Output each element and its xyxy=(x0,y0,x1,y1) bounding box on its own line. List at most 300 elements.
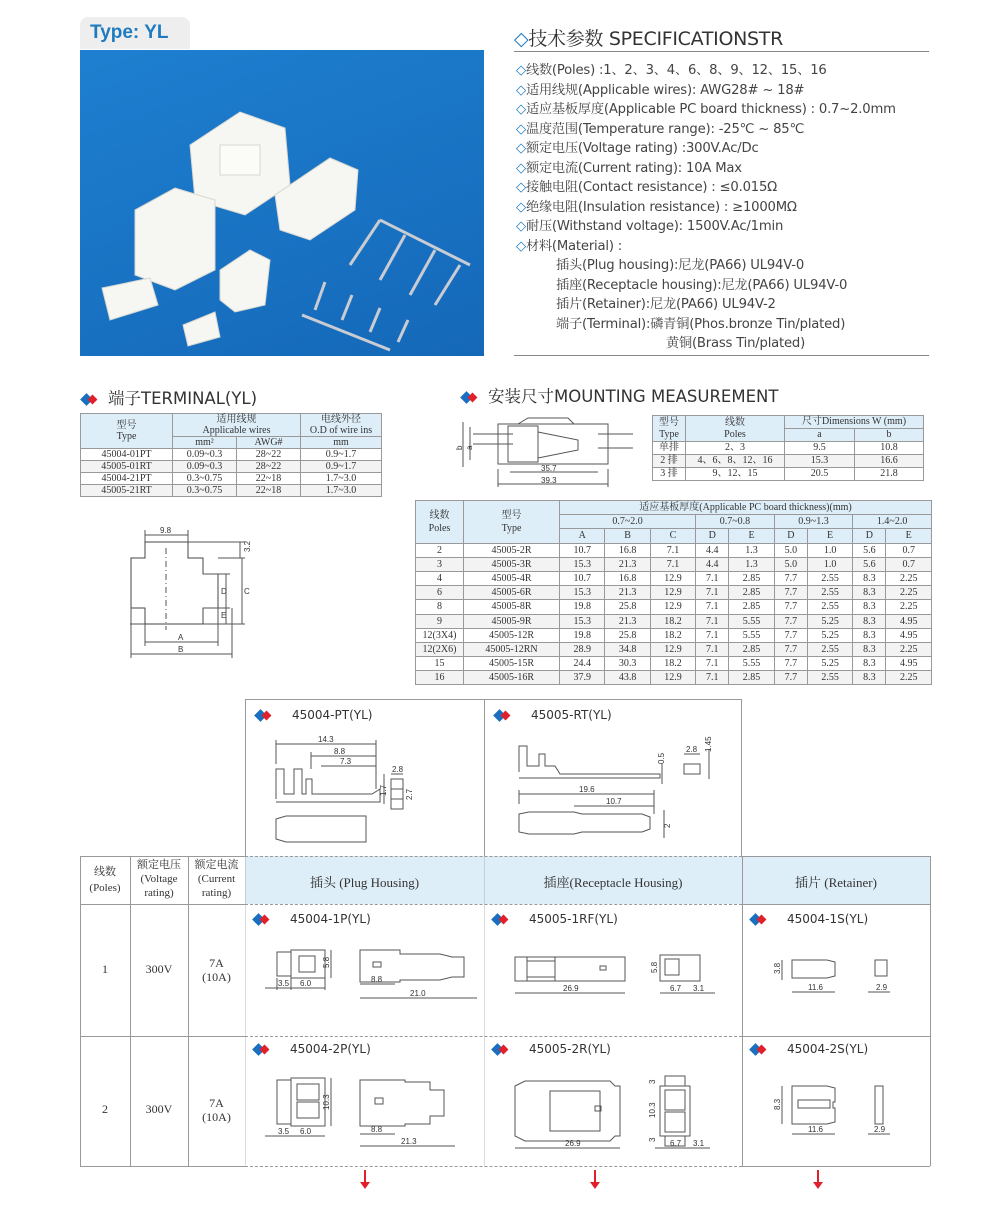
receptacle-part-label xyxy=(491,912,618,926)
cell: 8.3 xyxy=(853,586,886,600)
header-group: 1.4~2.0 xyxy=(853,515,932,529)
table-row xyxy=(416,657,932,671)
dim-label: 6.0 xyxy=(300,1127,312,1136)
terminal-part-label xyxy=(254,708,372,722)
row-voltage: 300V xyxy=(145,962,173,976)
plug-part-label xyxy=(252,912,371,926)
cell: 21.3 xyxy=(605,614,650,628)
cell: 9.5 xyxy=(785,442,855,455)
specifications-title-text: 技术参数 SPECIFICATIONSTR xyxy=(528,28,784,50)
cell: 21.8 xyxy=(855,468,924,481)
cell: 7.7 xyxy=(774,628,807,642)
cell: 2.25 xyxy=(886,600,932,614)
cell: 22~18 xyxy=(237,473,301,485)
dim-label: 3.1 xyxy=(693,1139,705,1148)
diamond-icon: ◇ xyxy=(516,238,526,254)
receptacle-2r-drawing xyxy=(505,1066,735,1160)
dim-label: 21.0 xyxy=(410,989,426,998)
dim-label: 26.9 xyxy=(565,1139,581,1148)
dim-label: C xyxy=(244,587,250,596)
cell: 45005-16R xyxy=(464,671,560,685)
cell: 8 xyxy=(416,600,464,614)
cell: 12(2X6) xyxy=(416,642,464,656)
spec-text: 接触电阻(Contact resistance) : ≤0.015Ω xyxy=(525,180,778,195)
dim-label: A xyxy=(178,633,184,642)
spec-item xyxy=(516,178,896,198)
spec-text: 绝缘电阻(Insulation resistance) : ≥1000MΩ xyxy=(525,199,797,215)
header-text: (Poles) xyxy=(89,882,121,894)
cell: 16.8 xyxy=(605,543,650,557)
diamond-icon: ◇ xyxy=(516,63,526,78)
row-current xyxy=(188,956,245,984)
cell: 2 排 xyxy=(653,455,686,468)
row-poles: 1 xyxy=(102,962,108,976)
header-col: D xyxy=(853,529,886,543)
cell: 3 排 xyxy=(653,468,686,481)
header-current xyxy=(188,858,245,900)
table-row xyxy=(81,449,382,461)
header-text: 额定电压 xyxy=(137,859,181,871)
header-col: C xyxy=(650,529,695,543)
cell: 6 xyxy=(416,586,464,600)
cell: 24.4 xyxy=(560,657,605,671)
cell: 2.25 xyxy=(886,642,932,656)
dim-label: 11.6 xyxy=(808,983,823,992)
brand-diamond-icon xyxy=(80,393,102,406)
cell: 30.3 xyxy=(605,657,650,671)
header-receptacle: 插座(Receptacle Housing) xyxy=(543,875,683,890)
header-thickness: 适应基板厚度(Applicable PC board thickness)(mm) xyxy=(560,501,932,515)
cell: 0.09~0.3 xyxy=(173,449,237,461)
dim-label: 10.7 xyxy=(606,797,622,806)
spec-text: 温度范围(Temperature range): -25℃ ~ 85℃ xyxy=(525,121,805,137)
header-col: D xyxy=(696,529,729,543)
cell: 45005-6R xyxy=(464,586,560,600)
header-text: 型号 xyxy=(501,509,522,521)
cell: 2.85 xyxy=(729,600,774,614)
cell: 25.8 xyxy=(605,600,650,614)
cell: 7.7 xyxy=(774,586,807,600)
header-text: 型号 xyxy=(659,416,679,428)
cell: 12.9 xyxy=(650,571,695,585)
cell: 0.9~1.7 xyxy=(301,449,382,461)
cell: 5.55 xyxy=(729,628,774,642)
spec-item xyxy=(516,159,896,179)
cell: 15.3 xyxy=(785,455,855,468)
header-text: Type xyxy=(501,522,522,534)
cell: 15.3 xyxy=(560,586,605,600)
dim-label: 0.5 xyxy=(657,752,666,764)
header-mm: mm xyxy=(301,437,382,449)
dim-label: 7.3 xyxy=(340,757,352,766)
dim-label: 26.9 xyxy=(563,984,579,993)
dim-label: D xyxy=(221,587,227,596)
dim-label: 2.9 xyxy=(874,1125,886,1134)
header-text: 线数 xyxy=(725,416,745,428)
dim-label: 21.3 xyxy=(401,1137,417,1146)
type-label: Type: YL xyxy=(80,17,190,49)
header-plug: 插头 (Plug Housing) xyxy=(309,875,420,890)
retainer-part-label xyxy=(749,912,868,926)
cell: 4.4 xyxy=(696,543,729,557)
cell: 7.1 xyxy=(696,571,729,585)
spec-item xyxy=(516,198,896,218)
cell: 4 xyxy=(416,571,464,585)
cell: 45005-3R xyxy=(464,557,560,571)
cell: 7.1 xyxy=(696,671,729,685)
header-col: E xyxy=(807,529,852,543)
header-type xyxy=(653,416,686,442)
cell: 12.9 xyxy=(650,586,695,600)
dim-label: 10.3 xyxy=(322,1094,331,1110)
header-od xyxy=(301,414,382,437)
dim-label: 3.5 xyxy=(278,1127,290,1136)
terminal-part-label xyxy=(493,708,612,722)
dim-label: 10.3 xyxy=(648,1102,657,1118)
dim-label: 2.7 xyxy=(405,788,414,800)
cell: 20.5 xyxy=(785,468,855,481)
dim-label: 3.2 xyxy=(243,540,252,552)
brand-diamond-icon xyxy=(254,709,276,722)
table-row xyxy=(416,600,932,614)
cell: 2.25 xyxy=(886,586,932,600)
header-text: Applicable wires xyxy=(202,425,271,436)
header-text: Type xyxy=(116,431,137,442)
table-row xyxy=(81,461,382,473)
cell: 28.9 xyxy=(560,642,605,656)
cell: 7.1 xyxy=(696,657,729,671)
divider xyxy=(514,51,929,52)
row-poles: 2 xyxy=(102,1102,108,1116)
header-text: (Voltage xyxy=(140,873,178,885)
table-row xyxy=(81,473,382,485)
cell: 18.2 xyxy=(650,628,695,642)
spec-item xyxy=(516,61,896,81)
header-text: 电线外径 xyxy=(321,414,361,425)
header-text: 适用线规 xyxy=(216,414,257,425)
cell: 5.55 xyxy=(729,657,774,671)
material-item: 端子(Terminal):磷青铜(Phos.bronze Tin/plated) xyxy=(556,316,846,332)
specifications-list xyxy=(516,61,896,354)
dim-label: 3.1 xyxy=(693,984,705,993)
cell: 2.25 xyxy=(886,671,932,685)
cell: 28~22 xyxy=(237,461,301,473)
cell: 45004-01PT xyxy=(81,449,173,461)
cell: 12.9 xyxy=(650,671,695,685)
part-number: 45005-RT(YL) xyxy=(531,708,612,722)
cell: 4.4 xyxy=(696,557,729,571)
current-value: 7A xyxy=(209,1096,224,1110)
cell: 2 xyxy=(416,543,464,557)
header-text: Poles xyxy=(428,522,451,534)
header-group: 0.7~0.8 xyxy=(696,515,775,529)
table-row xyxy=(416,543,932,557)
cell: 7.7 xyxy=(774,571,807,585)
mounting-section-title xyxy=(460,383,778,407)
header-text: O.D of wire ins xyxy=(309,425,373,436)
cell: 19.8 xyxy=(560,628,605,642)
header-text: 型号 xyxy=(116,420,137,431)
cell: 0.7 xyxy=(886,557,932,571)
cell: 单排 xyxy=(653,442,686,455)
dim-label: 39.3 xyxy=(541,476,557,485)
cell: 5.0 xyxy=(774,543,807,557)
cell: 45005-12RN xyxy=(464,642,560,656)
header-group: 0.7~2.0 xyxy=(560,515,696,529)
diamond-icon: ◇ xyxy=(516,199,526,215)
dim-label: 8.8 xyxy=(334,747,346,756)
cell: 4、6、8、12、16 xyxy=(686,455,785,468)
dim-label: 8.3 xyxy=(773,1098,782,1110)
terminal-section-title xyxy=(80,385,257,409)
dim-label: E xyxy=(221,611,227,620)
dim-label: 14.3 xyxy=(318,735,334,744)
cell: 10.7 xyxy=(560,571,605,585)
spec-item xyxy=(516,81,896,101)
cell: 8.3 xyxy=(853,671,886,685)
terminal-table xyxy=(80,413,382,497)
cell: 2.55 xyxy=(807,586,852,600)
header-text: Type xyxy=(659,428,679,440)
cell: 2.85 xyxy=(729,671,774,685)
table-row xyxy=(416,614,932,628)
dim-label: B xyxy=(178,645,184,654)
cell: 16.6 xyxy=(855,455,924,468)
header-text: (Current xyxy=(197,873,236,885)
cell: 2.55 xyxy=(807,571,852,585)
table-row xyxy=(653,455,924,468)
cell: 2.25 xyxy=(886,571,932,585)
pcb-layout-drawing xyxy=(130,526,290,674)
pc-board-table xyxy=(415,500,932,685)
cell: 7.1 xyxy=(650,557,695,571)
cell: 1.7~3.0 xyxy=(301,485,382,497)
cell: 3 xyxy=(416,557,464,571)
material-item: 黄铜(Brass Tin/plated) xyxy=(666,336,806,351)
cell: 7.1 xyxy=(696,628,729,642)
cell: 1.0 xyxy=(807,543,852,557)
cell: 5.55 xyxy=(729,614,774,628)
cell: 1.0 xyxy=(807,557,852,571)
header-text: rating) xyxy=(144,887,174,899)
cell: 45004-21PT xyxy=(81,473,173,485)
retainer-1s-drawing xyxy=(770,950,910,1014)
table-row xyxy=(653,442,924,455)
part-number: 45004-1P(YL) xyxy=(290,912,371,926)
header-text: Poles xyxy=(724,428,746,440)
cell: 28~22 xyxy=(237,449,301,461)
cell: 0.3~0.75 xyxy=(173,473,237,485)
header-group: 0.9~1.3 xyxy=(774,515,853,529)
cell: 4.95 xyxy=(886,628,932,642)
cell: 2.55 xyxy=(807,600,852,614)
diamond-icon: ◇ xyxy=(516,219,526,234)
dimensions-table xyxy=(652,415,924,481)
cell: 4.95 xyxy=(886,657,932,671)
spec-item xyxy=(516,100,896,120)
cell: 2.55 xyxy=(807,642,852,656)
dim-label: 6.7 xyxy=(670,1139,682,1148)
header-poles xyxy=(416,501,464,544)
current-max: (10A) xyxy=(202,970,231,984)
part-number: 45004-2S(YL) xyxy=(787,1042,869,1056)
cell: 7.1 xyxy=(650,543,695,557)
brand-diamond-icon xyxy=(493,709,515,722)
cell: 15 xyxy=(416,657,464,671)
dim-label: 8.8 xyxy=(371,1125,383,1134)
diamond-icon: ◇ xyxy=(516,121,526,137)
current-value: 7A xyxy=(209,956,224,970)
divider xyxy=(514,355,929,356)
brand-diamond-icon xyxy=(749,913,771,926)
header-text: 线数 xyxy=(94,866,116,878)
cell: 45005-21RT xyxy=(81,485,173,497)
cell: 25.8 xyxy=(605,628,650,642)
dim-label: 1.7 xyxy=(379,784,388,796)
cell: 5.25 xyxy=(807,614,852,628)
mounting-section-title-text: 安装尺寸MOUNTING MEASUREMENT xyxy=(488,387,779,406)
header-col: A xyxy=(560,529,605,543)
cell: 7.7 xyxy=(774,642,807,656)
specifications-title xyxy=(514,24,783,51)
header-type xyxy=(81,414,173,449)
header-voltage xyxy=(130,858,188,900)
current-max: (10A) xyxy=(202,1110,231,1124)
product-grid xyxy=(80,856,930,1186)
cell: 45005-8R xyxy=(464,600,560,614)
cell: 10.7 xyxy=(560,543,605,557)
cell: 15.3 xyxy=(560,614,605,628)
dim-label: 6.7 xyxy=(670,984,682,993)
spec-text: 线数(Poles) :1、2、3、4、6、8、9、12、15、16 xyxy=(525,63,827,78)
cell: 7.1 xyxy=(696,614,729,628)
cell: 5.25 xyxy=(807,657,852,671)
table-row xyxy=(416,642,932,656)
cell: 8.3 xyxy=(853,600,886,614)
header-text: rating) xyxy=(201,887,232,899)
cell: 8.3 xyxy=(853,614,886,628)
header-col: D xyxy=(774,529,807,543)
brand-diamond-icon xyxy=(491,1043,513,1056)
cell: 15.3 xyxy=(560,557,605,571)
plug-2p-drawing xyxy=(265,1074,480,1158)
header-retainer: 插片 (Retainer) xyxy=(795,875,877,890)
brand-diamond-icon xyxy=(252,913,274,926)
cell: 21.3 xyxy=(605,586,650,600)
table-row xyxy=(416,557,932,571)
table-row xyxy=(653,468,924,481)
dim-label: 5.8 xyxy=(322,956,331,968)
diamond-icon: ◇ xyxy=(516,102,526,117)
cell: 2.85 xyxy=(729,586,774,600)
header-col: E xyxy=(886,529,932,543)
cell: 12(3X4) xyxy=(416,628,464,642)
cell: 7.1 xyxy=(696,600,729,614)
header-text: 线数 xyxy=(429,509,450,521)
dim-label: 1.45 xyxy=(704,736,713,752)
part-number: 45004-2P(YL) xyxy=(290,1042,371,1056)
dim-label: b xyxy=(455,445,464,450)
cell: 7.7 xyxy=(774,600,807,614)
header-b: b xyxy=(855,429,924,442)
cell: 10.8 xyxy=(855,442,924,455)
header-type xyxy=(464,501,560,544)
table-row xyxy=(81,485,382,497)
row-current xyxy=(188,1096,245,1124)
receptacle-part-label xyxy=(491,1042,611,1056)
table-row xyxy=(416,586,932,600)
cell: 18.2 xyxy=(650,657,695,671)
brand-diamond-icon xyxy=(252,1043,274,1056)
dim-label: 2.8 xyxy=(686,745,698,754)
cell: 8.3 xyxy=(853,642,886,656)
header-wires xyxy=(173,414,301,437)
dim-label: 2.9 xyxy=(876,983,888,992)
cell: 37.9 xyxy=(560,671,605,685)
row-voltage: 300V xyxy=(145,1102,173,1116)
spec-text: 耐压(Withstand voltage): 1500V.Ac/1min xyxy=(525,219,784,234)
cell: 19.8 xyxy=(560,600,605,614)
cell: 45005-15R xyxy=(464,657,560,671)
spec-text: 适应基板厚度(Applicable PC board thickness) : 0.7~2.0mm xyxy=(525,102,896,117)
cell: 45005-9R xyxy=(464,614,560,628)
spec-text: 适用线规(Applicable wires): AWG28# ~ 18# xyxy=(525,82,805,98)
cell: 45005-12R xyxy=(464,628,560,642)
header-a: a xyxy=(785,429,855,442)
terminal-pt-drawing xyxy=(266,734,466,853)
cell: 2.55 xyxy=(807,671,852,685)
plug-part-label xyxy=(252,1042,371,1056)
brand-diamond-icon xyxy=(491,913,513,926)
cell: 43.8 xyxy=(605,671,650,685)
table-row xyxy=(416,628,932,642)
diamond-icon: ◇ xyxy=(514,28,529,50)
cell: 0.09~0.3 xyxy=(173,461,237,473)
cell: 1.3 xyxy=(729,557,774,571)
cell: 7.7 xyxy=(774,671,807,685)
table-row xyxy=(416,571,932,585)
arrow-down-icon xyxy=(364,1170,366,1184)
dim-label: 8.8 xyxy=(371,975,383,984)
dim-label: 35.7 xyxy=(541,464,557,473)
cell: 7.1 xyxy=(696,586,729,600)
dim-label: 5.8 xyxy=(650,961,659,973)
cell: 7.7 xyxy=(774,657,807,671)
header-dimensions: 尺寸Dimensions W (mm) xyxy=(785,416,924,429)
mounting-side-drawing xyxy=(455,412,633,496)
header-col: B xyxy=(605,529,650,543)
cell: 7.1 xyxy=(696,642,729,656)
cell: 8.3 xyxy=(853,628,886,642)
cell: 9、12、15 xyxy=(686,468,785,481)
cell: 21.3 xyxy=(605,557,650,571)
cell: 22~18 xyxy=(237,485,301,497)
spec-item xyxy=(516,217,896,237)
cell: 2.85 xyxy=(729,642,774,656)
dim-label: 6.0 xyxy=(300,979,312,988)
spec-text: 额定电流(Current rating): 10A Max xyxy=(525,160,742,176)
cell: 45005-2R xyxy=(464,543,560,557)
header-poles xyxy=(80,864,130,896)
cell: 4.95 xyxy=(886,614,932,628)
cell: 12.9 xyxy=(650,642,695,656)
terminal-drawings xyxy=(245,699,742,857)
part-number: 45004-PT(YL) xyxy=(292,708,373,722)
brand-diamond-icon xyxy=(749,1043,771,1056)
diamond-icon: ◇ xyxy=(516,82,526,98)
material-item: 插头(Plug housing):尼龙(PA66) UL94V-0 xyxy=(556,258,805,273)
header-col: E xyxy=(729,529,774,543)
